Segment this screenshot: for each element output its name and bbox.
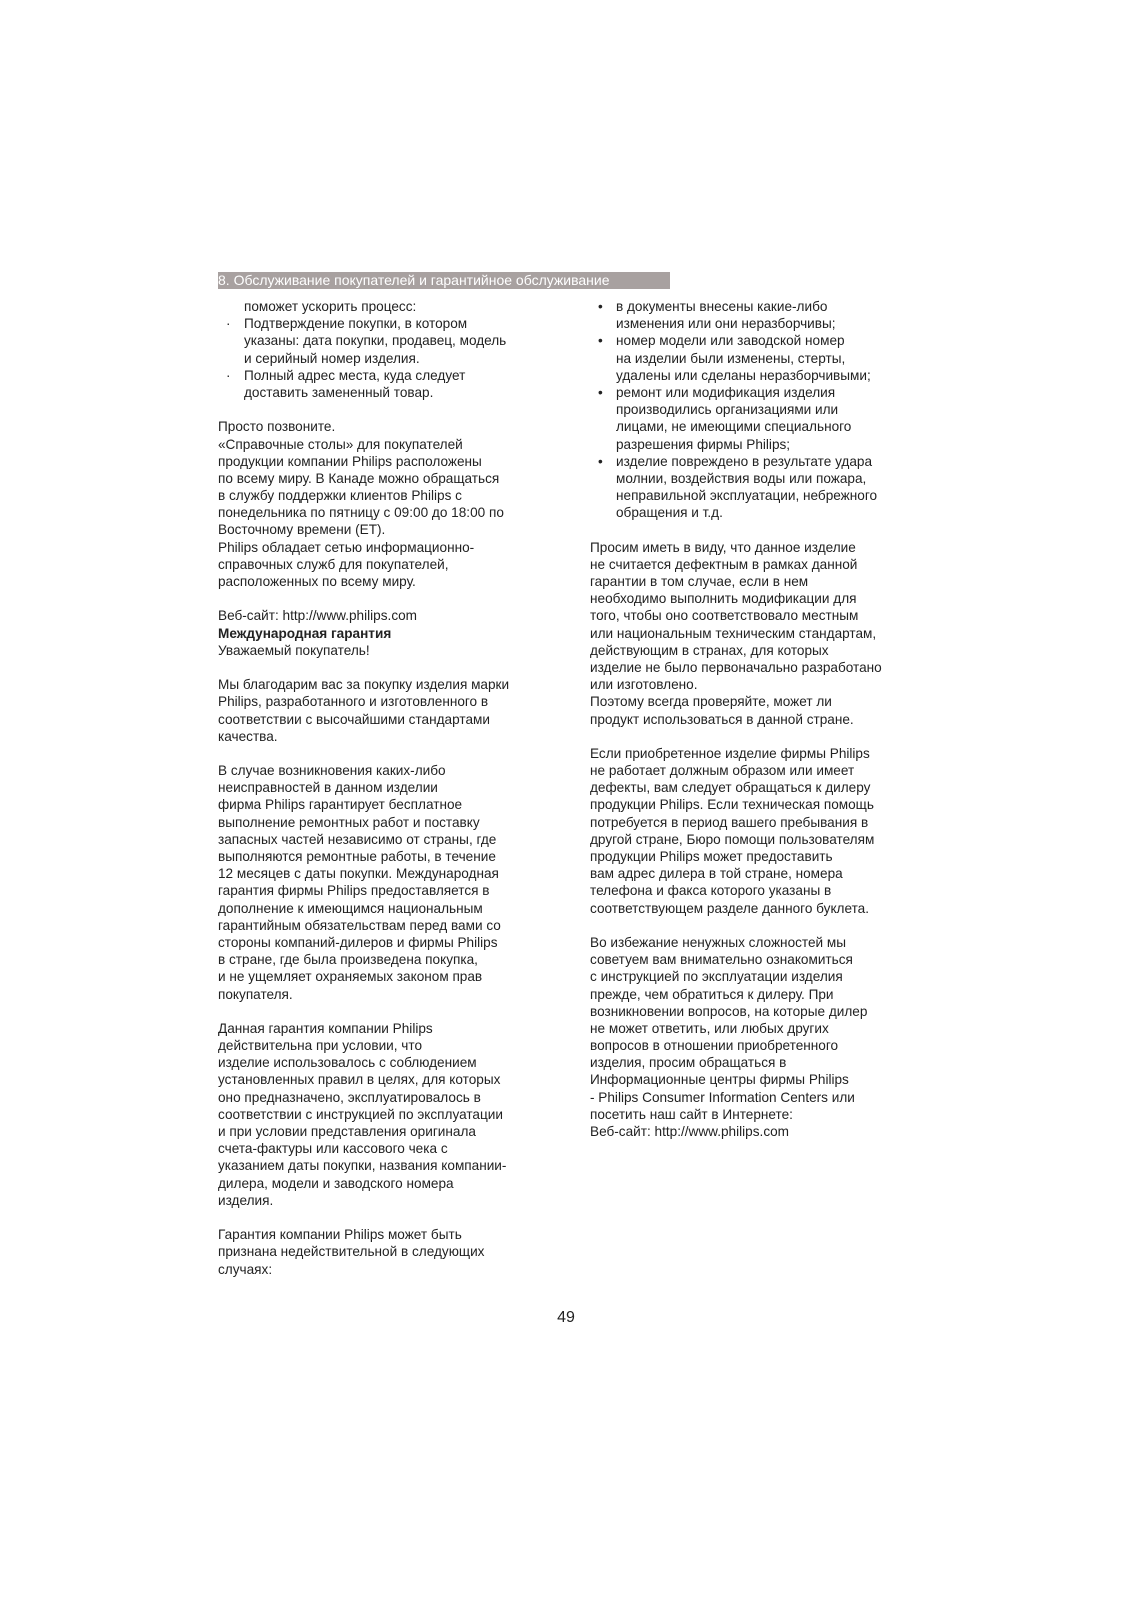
text-line: действительна при условии, что [218, 1038, 423, 1054]
model-number-bullet [590, 332, 930, 384]
text-line: установленных правил в целях, для которых [218, 1072, 501, 1088]
bullet-line: Полный адрес места, куда следует [244, 367, 466, 383]
text-line: Во избежание ненужных сложностей мы [590, 934, 847, 950]
text-line: соответствующем разделе данного буклета. [590, 900, 870, 916]
text-line: оно предназначено, эксплуатировалось в [218, 1089, 481, 1105]
text-line: Мы благодарим вас за покупку изделия марки [218, 677, 510, 693]
bullet-marker: • [598, 384, 603, 400]
text-line: Если приобретенное изделие фирмы Philips [590, 745, 870, 761]
text-line: В случае возникновения каких-либо [218, 763, 446, 779]
bullet-line: разрешения фирмы Philips; [616, 436, 791, 452]
website-link[interactable]: Веб-сайт: http://www.philips.com [218, 608, 417, 624]
bullet-marker: · [226, 316, 231, 332]
thanks-paragraph [218, 676, 558, 745]
intro-line: поможет ускорить процесс: [244, 299, 417, 314]
avoid-paragraph [590, 934, 930, 1140]
text-line: дилера, модели и заводского номера [218, 1175, 454, 1191]
bullet-marker: · [226, 367, 231, 383]
intl-warranty-heading: Международная гарантия [218, 625, 392, 641]
text-line: понедельника по пятницу с 09:00 до 18:00 по [218, 505, 504, 521]
text-line: или национальным техническим стандартам, [590, 625, 877, 641]
bullet-line: неправильной эксплуатации, небрежного [616, 488, 878, 504]
text-line: вопросов в отношении приобретенного [590, 1038, 839, 1054]
bullet-line: на изделии были изменены, стерты, [616, 350, 846, 366]
dealer-paragraph [590, 745, 930, 917]
text-line: изделие использовалось с соблюдением [218, 1055, 477, 1071]
text-line: Просто позвоните. [218, 419, 336, 435]
text-line: дополнение к имеющимся национальным [218, 900, 483, 916]
documents-bullet [590, 298, 930, 332]
text-line: с инструкцией по эксплуатации изделия [590, 969, 843, 985]
text-line: советуем вам внимательно ознакомиться [590, 952, 853, 968]
bullet-marker: • [598, 333, 603, 349]
text-line: действующим в странах, для которых [590, 642, 829, 658]
text-line: продукции Philips. Если техническая помощь [590, 797, 874, 813]
text-line: качества. [218, 728, 278, 744]
bullet-marker: • [598, 299, 603, 314]
text-line: выполняются ремонтные работы, в течение [218, 849, 496, 864]
damage-bullet [590, 453, 930, 522]
text-line: - Philips Consumer Information Centers или [590, 1089, 855, 1105]
text-line: указанием даты покупки, названия компании- [218, 1158, 507, 1174]
text-line: соответствии с высочайшими стандартами [218, 711, 490, 727]
text-line: потребуется в период вашего пребывания в [590, 814, 869, 830]
text-line: продукт использоваться в данной стране. [590, 711, 854, 727]
text-line: вам адрес дилера в той стране, номера [590, 866, 843, 882]
text-line: выполнение ремонтных работ и поставку [218, 814, 480, 830]
text-line: прежде, чем обратиться к дилеру. При [590, 986, 834, 1002]
text-line: случаях: [218, 1261, 273, 1277]
text-line: Восточному времени (ET). [218, 522, 386, 538]
text-line: в службу поддержки клиентов Philips с [218, 488, 462, 504]
text-line: или изготовлено. [590, 677, 698, 693]
text-line: Данная гарантия компании Philips [218, 1020, 433, 1036]
left-column [218, 298, 558, 1278]
text-line: не работает должным образом или имеет [590, 763, 855, 779]
text-line: продукции компании Philips расположены [218, 453, 482, 469]
bullet-line: Подтверждение покупки, в котором [244, 316, 468, 332]
text-line: дефекты, вам следует обращаться к дилеру [590, 780, 871, 796]
text-line: Поэтому всегда проверяйте, может ли [590, 694, 832, 710]
bullet-line: обращения и т.д. [616, 505, 723, 521]
text-line: телефона и факса которого указаны в [590, 883, 832, 899]
text-line: Просим иметь в виду, что данное изделие [590, 539, 856, 555]
bullet-line: номер модели или заводской номер [616, 333, 845, 349]
invalid-paragraph [218, 1226, 558, 1278]
text-line: изделия, просим обращаться в [590, 1055, 787, 1071]
bullet-line: удалены или сделаны неразборчивыми; [616, 367, 871, 383]
text-line: гарантия фирмы Philips предоставляется в [218, 883, 490, 899]
bullet-marker: • [598, 453, 603, 469]
text-line: не может ответить, или любых других [590, 1020, 829, 1036]
text-line: и при условии представления оригинала [218, 1124, 476, 1139]
text-line: изделие не было первоначально разработано [590, 659, 882, 675]
text-line: справочных служб для покупателей, [218, 556, 449, 572]
valid-paragraph [218, 1020, 558, 1209]
bullet-line: изменения или они неразборчивы; [616, 316, 836, 332]
text-line: фирма Philips гарантирует бесплатное [218, 797, 463, 813]
text-line: признана недействительной в следующих [218, 1244, 485, 1260]
text-line: Гарантия компании Philips может быть [218, 1227, 462, 1243]
text-line: в стране, где была произведена покупка, [218, 952, 478, 968]
text-line: расположенных по всему миру. [218, 574, 416, 589]
right-column [590, 298, 930, 1140]
bullet-line: и серийный номер изделия. [244, 350, 420, 366]
text-line: 12 месяцев с даты покупки. Международная [218, 866, 499, 882]
bullet-line: доставить замененный товар. [244, 384, 434, 400]
text-line: и не ущемляет охраняемых законом прав [218, 969, 483, 985]
text-line: гарантии в том случае, если в нем [590, 574, 809, 589]
bullet-line: изделие повреждено в результате удара [616, 453, 873, 469]
text-line: возникновении вопросов, на которые дилер [590, 1003, 868, 1019]
text-line: соответствии с инструкцией по эксплуатации [218, 1106, 503, 1122]
text-line: не считается дефектным в рамках данной [590, 556, 858, 572]
text-line: другой стране, Бюро помощи пользователям [590, 831, 875, 847]
section-header: 8. Обслуживание покупателей и гарантийное обслуживание [218, 272, 670, 289]
text-line: «Справочные столы» для покупателей [218, 436, 463, 452]
call-paragraph [218, 418, 558, 590]
text-line: счета-фактуры или кассового чека с [218, 1141, 448, 1157]
bullet-line: ремонт или модификация изделия [616, 384, 836, 400]
bullet-line: молнии, воздействия воды или пожара, [616, 470, 867, 486]
text-line: Информационные центры фирмы Philips [590, 1072, 849, 1088]
bullet-line: лицами, не имеющими специального [616, 419, 852, 435]
text-line: Philips обладает сетью информационно- [218, 539, 475, 555]
text-line: посетить наш сайт в Интернете: [590, 1106, 793, 1122]
text-line: по всему миру. В Канаде можно обращаться [218, 470, 500, 486]
defects-paragraph [218, 762, 558, 1003]
not-defect-paragraph [590, 539, 930, 728]
text-line: того, чтобы оно соответствовало местным [590, 608, 859, 624]
text-line: неисправностей в данном изделии [218, 780, 438, 796]
text-line: продукции Philips может предоставить [590, 849, 833, 864]
text-line: изделия. [218, 1192, 274, 1208]
text-line: Philips, разработанного и изготовленного в [218, 694, 489, 710]
bullet-line: в документы внесены какие-либо [616, 299, 828, 314]
greeting: Уважаемый покупатель! [218, 642, 370, 658]
text-line: гарантийным обязательствам перед вами со [218, 917, 501, 933]
page-number: 49 [557, 1309, 575, 1326]
address-bullet [218, 367, 558, 401]
website-link[interactable]: Веб-сайт: http://www.philips.com [590, 1124, 789, 1139]
text-line: запасных частей независимо от страны, где [218, 831, 497, 847]
bullet-line: производились организациями или [616, 402, 839, 418]
repair-bullet [590, 384, 930, 453]
text-line: стороны компаний-дилеров и фирмы Philips [218, 934, 498, 950]
text-line: необходимо выполнить модификации для [590, 591, 857, 607]
bullet-line: указаны: дата покупки, продавец, модель [244, 333, 507, 349]
purchase-proof-bullet [218, 315, 558, 367]
text-line: покупателя. [218, 986, 293, 1002]
